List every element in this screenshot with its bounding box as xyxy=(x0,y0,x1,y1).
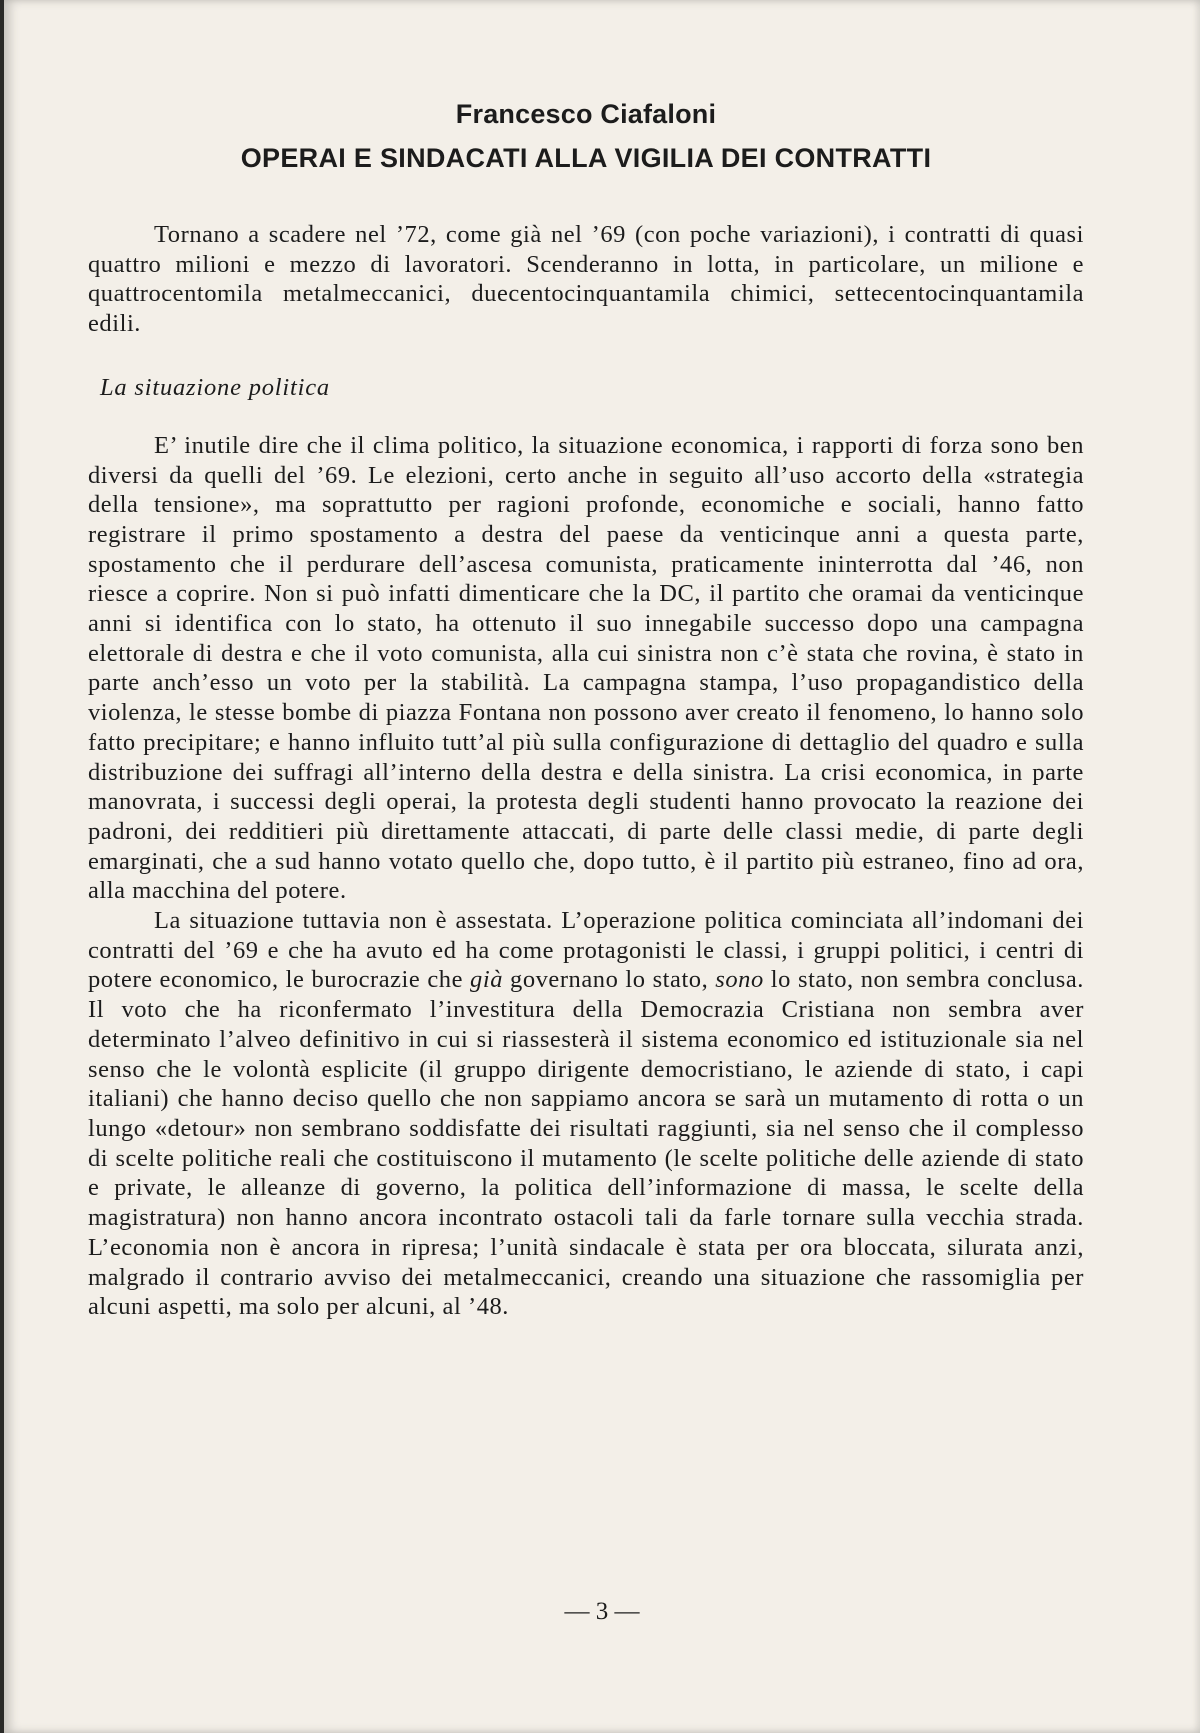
paragraph-2-text-a: La situazione tuttavia non è assestata. L’operazione politica cominciata all’indomani dei contratti del ’69 e che ha avuto ed ha come protagonisti le classi, i gruppi politici, i centri di potere economico, le burocrazie che xyxy=(88,907,1084,994)
author-name: Francesco Ciafaloni xyxy=(455,99,717,129)
emphasis-sono: sono xyxy=(715,966,764,994)
intro-paragraph: Tornano a scadere nel ’72, come già nel ’69 (con poche variazioni), i contratti di quasi quattro milioni e mezzo di lavoratori. Scenderanno in lotta, in particolare, un milione e quattrocentomila metalmeccanici, duecentocinquantamila chimici, settecentocinquantamila edili. xyxy=(88,221,1084,338)
emphasis-gia: già xyxy=(470,966,503,994)
body-paragraph-1: E’ inutile dire che il clima politico, la situazione economica, i rapporti di forza sono ben diversi da quelli del ’69. Le elezioni, certo anche in seguito all’uso accorto della «strategia della tensione», ma soprattutto per ragioni profonde, economiche e sociali, hanno fatto registrare il primo spostamento a destra del paese da venticinque anni a questa parte, spostamento che il perdurare dell’ascesa comunista, praticamente ininterrotta dal ’46, non riesce a coprire. Non si può infatti dimenticare che la DC, il partito che oramai da venticinque anni si identifica con lo stato, ha ottenuto il suo innegabile successo dopo una campagna elettorale di destra e che il voto comunista, alla cui sinistra non c’è stata che rovina, è stato in parte anch’esso un voto per la stabilità. La campagna stampa, l’uso propagandistico della violenza, le stesse bombe di piazza Fontana non possono aver creato il fenomeno, lo hanno solo fatto precipitare; e hanno influito tutt’al più sulla configurazione di dettaglio del quadro e sulla distribuzione dei suffragi all’interno della destra e della sinistra. La crisi economica, in parte manovrata, i successi degli operai, la protesta degli studenti hanno provocato la reazione dei padroni, dei redditieri più direttamente attaccati, di parte delle classi medie, di parte degli emarginati, che a sud hanno votato quello che, dopo tutto, è il partito più estraneo, fino ad ora, alla macchina del potere. xyxy=(88,431,1084,905)
article-body xyxy=(88,96,1084,1322)
article-title: OPERAI E SINDACATI ALLA VIGILIA DEI CONTRATTI xyxy=(240,143,932,173)
body-paragraph-2 xyxy=(88,906,1084,1322)
document-page xyxy=(4,0,1200,1733)
section-heading: La situazione politica xyxy=(100,373,330,401)
paragraph-2-text-b: governano lo stato, xyxy=(503,966,716,994)
page-number: — 3 — xyxy=(564,1598,640,1625)
paragraph-2-text-c: lo stato, non sembra conclusa. Il voto che ha riconfermato l’investitura della Democrazia Cristiana non sembra aver determinato l’alveo definitivo in cui si riassesterà il sistema economico ed istituzionale sia nel senso che le volontà esplicite (il gruppo dirigente democristiano, le aziende di stato, i capi italiani) che hanno deciso quello che non sappiamo ancora se sarà un mutamento di rotta o un lungo «detour» non sembrano soddisfatte dei risultati raggiunti, sia nel senso che il complesso di scelte politiche reali che costituiscono il mutamento (le scelte politiche delle aziende di stato e private, le alleanze di governo, la politica dell’informazione di massa, le scelte della magistratura) non hanno ancora incontrato ostacoli tali da farle tornare sulla vecchia strada. L’economia non è ancora in ripresa; l’unità sindacale è stata per ora bloccata, silurata anzi, malgrado il contrario avviso dei metalmeccanici, creando una situazione che rassomiglia per alcuni aspetti, ma solo per alcuni, al ’48. xyxy=(88,966,1084,1321)
